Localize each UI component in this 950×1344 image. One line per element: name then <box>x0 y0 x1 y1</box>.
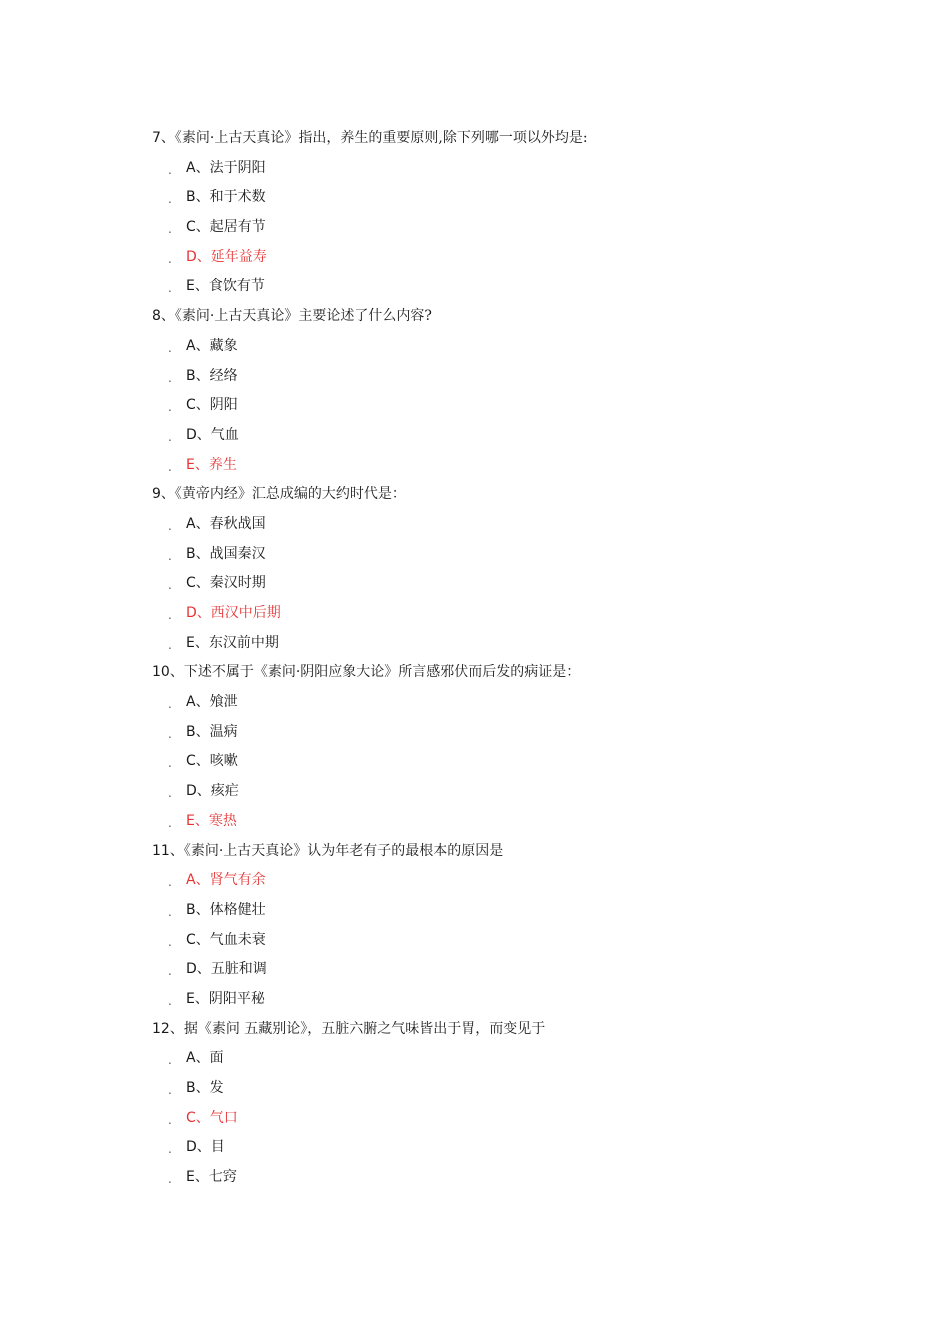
option-correct <box>0 243 950 273</box>
option <box>0 213 950 243</box>
option-text: 东汉前中期 <box>208 634 279 651</box>
option-letter: D、 <box>186 605 211 621</box>
bullet-marker: . <box>168 400 172 415</box>
option-letter: A、 <box>186 515 210 532</box>
bullet-marker: . <box>168 1083 172 1097</box>
option <box>0 332 950 362</box>
option-text: 藏象 <box>209 337 238 354</box>
option-correct <box>0 807 950 837</box>
question-number: 8、 <box>152 308 175 325</box>
option-text: 目 <box>210 1139 225 1156</box>
bullet-marker: . <box>168 1112 172 1127</box>
option-letter: A、 <box>186 159 210 176</box>
option <box>0 154 950 184</box>
option-letter: E、 <box>186 1169 209 1186</box>
question-text <box>0 302 950 332</box>
option-text: 法于阴阳 <box>209 159 266 176</box>
bullet-marker: . <box>168 370 172 385</box>
bullet-marker: . <box>168 964 172 979</box>
option-letter: D、 <box>186 783 211 800</box>
option <box>0 391 950 421</box>
option-text: 发 <box>209 1080 224 1096</box>
option-text: 和于术数 <box>209 189 266 206</box>
option-letter: E、 <box>186 634 209 651</box>
option-text: 阴阳平秘 <box>208 990 265 1007</box>
option-letter: B、 <box>186 723 210 740</box>
option-text: 战国秦汉 <box>209 545 266 562</box>
option-letter: A、 <box>186 694 210 711</box>
option-letter: C、 <box>186 397 210 414</box>
bullet-marker: . <box>168 934 172 949</box>
question-stem: 下述不属于《素问·阴阳应象大论》所言感邪伏而后发的病证是： <box>183 664 581 681</box>
option-text: 气口 <box>209 1109 238 1126</box>
option <box>0 747 950 777</box>
option-text: 寒热 <box>208 812 237 829</box>
bullet-marker: . <box>168 726 172 741</box>
question-text <box>0 480 950 510</box>
bullet-marker: . <box>168 222 172 237</box>
question-text <box>0 124 950 154</box>
option <box>0 629 950 659</box>
option-text: 肾气有余 <box>209 872 266 889</box>
option-letter: D、 <box>186 248 211 265</box>
bullet-marker: . <box>168 281 172 296</box>
option-text: 经络 <box>209 367 238 384</box>
option <box>0 718 950 748</box>
option-letter: E、 <box>186 456 209 473</box>
option-text: 气血未衰 <box>209 931 266 948</box>
option-letter: A、 <box>186 337 210 354</box>
option-letter: C、 <box>186 931 210 948</box>
bullet-marker: . <box>168 756 172 771</box>
bullet-marker: . <box>168 518 172 533</box>
bullet-marker: . <box>168 548 172 563</box>
bullet-marker: . <box>168 637 172 652</box>
question-stem: 据《素问 五藏别论》，五脏六腑之气味皆出于胃，而变见于 <box>183 1020 546 1037</box>
option-letter: D、 <box>186 1139 211 1156</box>
bullet-marker: . <box>168 875 172 890</box>
question-number: 12、 <box>152 1020 184 1037</box>
option-text: 飧泄 <box>209 694 238 711</box>
bullet-marker: . <box>168 459 172 474</box>
option-letter: C、 <box>186 575 210 592</box>
option <box>0 896 950 926</box>
option-letter: E、 <box>186 278 209 295</box>
option-text: 七窍 <box>208 1169 237 1186</box>
option <box>0 569 950 599</box>
option <box>0 540 950 570</box>
option-text: 起居有节 <box>209 219 266 236</box>
option-correct <box>0 1104 950 1134</box>
option <box>0 1074 950 1104</box>
option <box>0 985 950 1015</box>
option <box>0 926 950 956</box>
question-number: 11、 <box>152 842 184 859</box>
bullet-marker: . <box>168 251 172 266</box>
bullet-marker: . <box>168 786 172 801</box>
option-letter: E、 <box>186 990 209 1007</box>
option-letter: C、 <box>186 219 210 236</box>
option-text: 咳嗽 <box>209 753 238 770</box>
question-number: 7、 <box>152 130 175 146</box>
question-text <box>0 658 950 688</box>
option-correct <box>0 451 950 481</box>
option-letter: E、 <box>186 812 209 829</box>
option <box>0 955 950 985</box>
option-text: 体格健壮 <box>209 901 266 918</box>
bullet-marker: . <box>168 192 172 207</box>
question-number: 9、 <box>152 486 175 503</box>
option <box>0 777 950 807</box>
bullet-marker: . <box>168 162 172 177</box>
option-text: 痎疟 <box>210 783 239 800</box>
option-text: 养生 <box>208 456 237 473</box>
option-text: 春秋战国 <box>209 515 266 532</box>
bullet-marker: . <box>168 429 172 444</box>
option-correct <box>0 866 950 896</box>
option <box>0 421 950 451</box>
bullet-marker: . <box>168 1142 172 1157</box>
bullet-marker: . <box>168 1053 172 1068</box>
option <box>0 362 950 392</box>
option-letter: D、 <box>186 426 211 443</box>
option-letter: D、 <box>186 961 211 978</box>
question-number: 10、 <box>152 664 184 681</box>
question-text <box>0 837 950 867</box>
option-letter: C、 <box>186 1109 210 1126</box>
bullet-marker: . <box>168 815 172 830</box>
bullet-marker: . <box>168 608 172 622</box>
option-correct <box>0 599 950 629</box>
option-letter: B、 <box>186 189 210 206</box>
option <box>0 510 950 540</box>
question-stem: 《素问·上古天真论》主要论述了什么内容? <box>174 308 432 325</box>
quiz-document <box>0 124 950 1193</box>
option-text: 西汉中后期 <box>210 605 281 621</box>
option-text: 食饮有节 <box>208 278 265 295</box>
option-letter: B、 <box>186 545 210 562</box>
bullet-marker: . <box>168 697 172 712</box>
question-stem: 《素问·上古天真论》指出，养生的重要原则,除下列哪一项以外均是: <box>174 130 588 146</box>
option-text: 延年益寿 <box>210 248 267 265</box>
bullet-marker: . <box>168 904 172 919</box>
option-letter: B、 <box>186 901 210 918</box>
bullet-marker: . <box>168 340 172 355</box>
option-letter: B、 <box>186 367 210 384</box>
bullet-marker: . <box>168 578 172 593</box>
option-text: 面 <box>209 1050 224 1067</box>
option-text: 秦汉时期 <box>209 575 266 592</box>
option-letter: A、 <box>186 872 210 889</box>
option <box>0 688 950 718</box>
option <box>0 1044 950 1074</box>
question-stem: 《素问·上古天真论》认为年老有子的最根本的原因是 <box>183 842 504 859</box>
question-text <box>0 1015 950 1045</box>
option-text: 气血 <box>210 426 239 443</box>
bullet-marker: . <box>168 1172 172 1187</box>
option-text: 温病 <box>209 723 238 740</box>
bullet-marker: . <box>168 993 172 1008</box>
option <box>0 1133 950 1163</box>
option <box>0 272 950 302</box>
option <box>0 183 950 213</box>
option-letter: C、 <box>186 753 210 770</box>
option-text: 五脏和调 <box>210 961 267 978</box>
option <box>0 1163 950 1193</box>
option-letter: A、 <box>186 1050 210 1067</box>
option-letter: B、 <box>186 1080 210 1096</box>
question-stem: 《黄帝内经》汇总成编的大约时代是： <box>174 486 406 503</box>
option-text: 阴阳 <box>209 397 238 414</box>
